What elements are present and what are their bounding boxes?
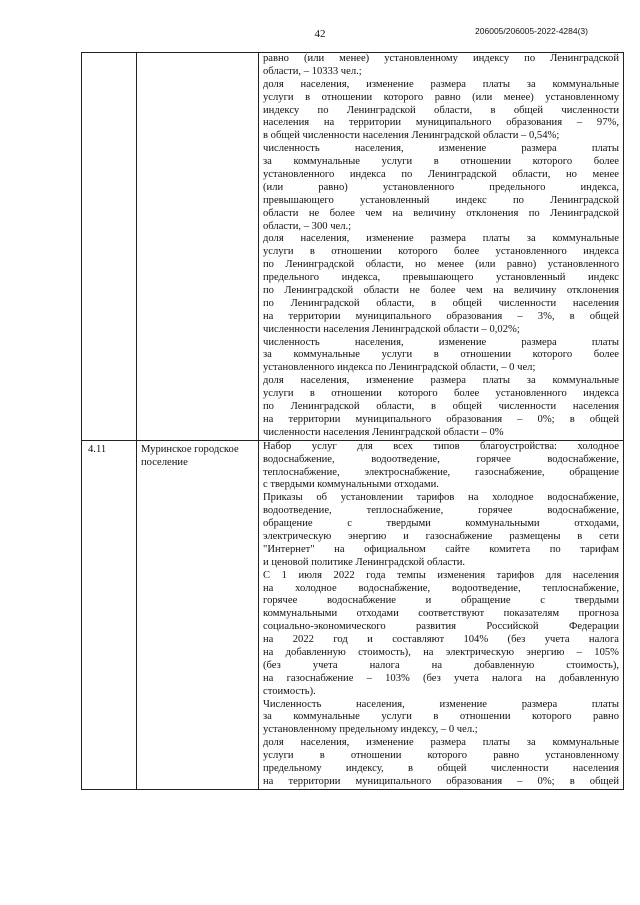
text-line: установленного индекса по Ленинградской области, – 0 чел; bbox=[263, 362, 536, 374]
text-line: С 1 июля 2022 года темпы изменения тарифов для населения bbox=[263, 569, 619, 581]
description-cell bbox=[259, 440, 624, 789]
municipality-name-cell: Муринское городское поселение bbox=[137, 440, 259, 789]
text-line: и ценовой политике Ленинградской области. bbox=[263, 556, 466, 568]
row-number-cell bbox=[82, 53, 137, 441]
text-line: превышающего установленный индекс по Ленинградской bbox=[263, 194, 619, 206]
text-line: доля населения, изменение размера платы за коммунальные bbox=[263, 233, 619, 245]
text-line: услуги в отношении которого более установленного индекса bbox=[263, 246, 619, 258]
text-line: за коммунальные услуги в отношении которого более bbox=[263, 156, 619, 168]
text-line: услуги в отношении которого равно (или менее) установленному bbox=[263, 91, 619, 103]
text-line: на территории муниципального образования – 0%; в общей bbox=[263, 775, 619, 787]
text-line: области, – 10333 чел.; bbox=[263, 65, 362, 77]
text-line: равно (или менее) установленному индексу по Ленинградской bbox=[263, 53, 619, 64]
text-line: коммунальными отходами соответствуют показателям прогноза bbox=[263, 608, 619, 620]
text-line: обращение с твердыми коммунальными отходами, bbox=[263, 518, 619, 530]
text-line: предельному индексу, в общей численности населения bbox=[263, 762, 619, 774]
text-line: (или равно) установленного предельного индекса, bbox=[263, 181, 619, 193]
text-line: Набор услуг для всех типов благоустройства: холодное bbox=[263, 440, 619, 452]
text-line: Численность населения, изменение размера платы bbox=[263, 698, 619, 710]
text-line: по Ленинградской области, в общей численности населения bbox=[263, 297, 619, 309]
tariff-table bbox=[81, 52, 624, 790]
text-line: по Ленинградской области не более чем на величину отклонения bbox=[263, 285, 619, 297]
text-line: социально-экономического развития Российской Федерации bbox=[263, 621, 619, 633]
table-row bbox=[82, 440, 624, 789]
document-code: 206005/206005-2022-4284(3) bbox=[475, 26, 588, 36]
text-line: за коммунальные услуги в отношении которого более bbox=[263, 349, 619, 361]
text-line: в общей численности населения Ленинградской области – 0,54%; bbox=[263, 130, 560, 142]
text-line: области не более чем на величину отклонения по Ленинградской bbox=[263, 207, 619, 219]
text-line: по Ленинградской области, в общей численности населения bbox=[263, 401, 619, 413]
text-line: индексу по Ленинградской области, в общей численности bbox=[263, 104, 619, 116]
text-line: на холодное водоснабжение, водоотведение, теплоснабжение, bbox=[263, 582, 619, 594]
text-line: Приказы об установлении тарифов на холодное водоснабжение, bbox=[263, 492, 619, 504]
text-line: "Интернет" на официальном сайте комитета по тарифам bbox=[263, 543, 619, 555]
text-line: установленного индекса по Ленинградской области, но менее bbox=[263, 169, 619, 181]
text-line: с твердыми коммунальными отходами. bbox=[263, 479, 439, 491]
municipality-name-cell bbox=[137, 53, 259, 441]
text-line: численность населения, изменение размера платы bbox=[263, 336, 619, 348]
text-line: области, – 300 чел.; bbox=[263, 220, 352, 232]
text-line: численности населения Ленинградской области – 0,02%; bbox=[263, 323, 520, 335]
text-line: услуги в отношении которого более установленного индекса bbox=[263, 388, 619, 400]
text-line: на территории муниципального образования – 0%; в общей bbox=[263, 413, 619, 425]
text-line: на территории муниципального образования – 3%, в общей bbox=[263, 310, 619, 322]
text-line: горячее водоснабжение и обращение с твердыми bbox=[263, 595, 619, 607]
text-line: на добавленную стоимость), на электрическую энергию – 105% bbox=[263, 646, 619, 658]
row-number-cell: 4.11 bbox=[82, 440, 137, 789]
table-body bbox=[82, 53, 624, 790]
page-number: 42 bbox=[314, 28, 326, 40]
text-line: численности населения Ленинградской области – 0% bbox=[263, 426, 504, 438]
text-line: стоимость). bbox=[263, 685, 316, 697]
table-row bbox=[82, 53, 624, 441]
text-line: населения на территории муниципального образования – 97%, bbox=[263, 117, 619, 129]
text-line: предельного индекса, превышающего установленный индекс bbox=[263, 272, 619, 284]
text-line: по Ленинградской области, но менее (или равно) установленного bbox=[263, 259, 619, 271]
text-line: (без учета налога на добавленную стоимость), bbox=[263, 659, 619, 671]
text-line: доля населения, изменение размера платы за коммунальные bbox=[263, 375, 619, 387]
description-cell bbox=[259, 53, 624, 441]
text-line: услуги в отношении которого равно установленному bbox=[263, 750, 619, 762]
text-line: численность населения, изменение размера платы bbox=[263, 143, 619, 155]
text-line: доля населения, изменение размера платы за коммунальные bbox=[263, 78, 619, 90]
text-line: установленному предельному индексу, – 0 чел.; bbox=[263, 724, 478, 736]
text-line: на газоснабжение – 103% (без учета налога на добавленную bbox=[263, 672, 619, 684]
text-line: теплоснабжение, электроснабжение, газоснабжение, обращение bbox=[263, 466, 619, 478]
text-line: доля населения, изменение размера платы за коммунальные bbox=[263, 737, 619, 749]
text-line: водоснабжение, водоотведение, горячее водоснабжение, bbox=[263, 453, 619, 465]
text-line: электрическую энергию и газоснабжение размещены в сети bbox=[263, 530, 619, 542]
text-line: на 2022 год и составляют 104% (без учета налога bbox=[263, 634, 619, 646]
text-line: водоотведение, теплоснабжение, горячее водоснабжение, bbox=[263, 505, 619, 517]
text-line: за коммунальные услуги в отношении которого равно bbox=[263, 711, 619, 723]
